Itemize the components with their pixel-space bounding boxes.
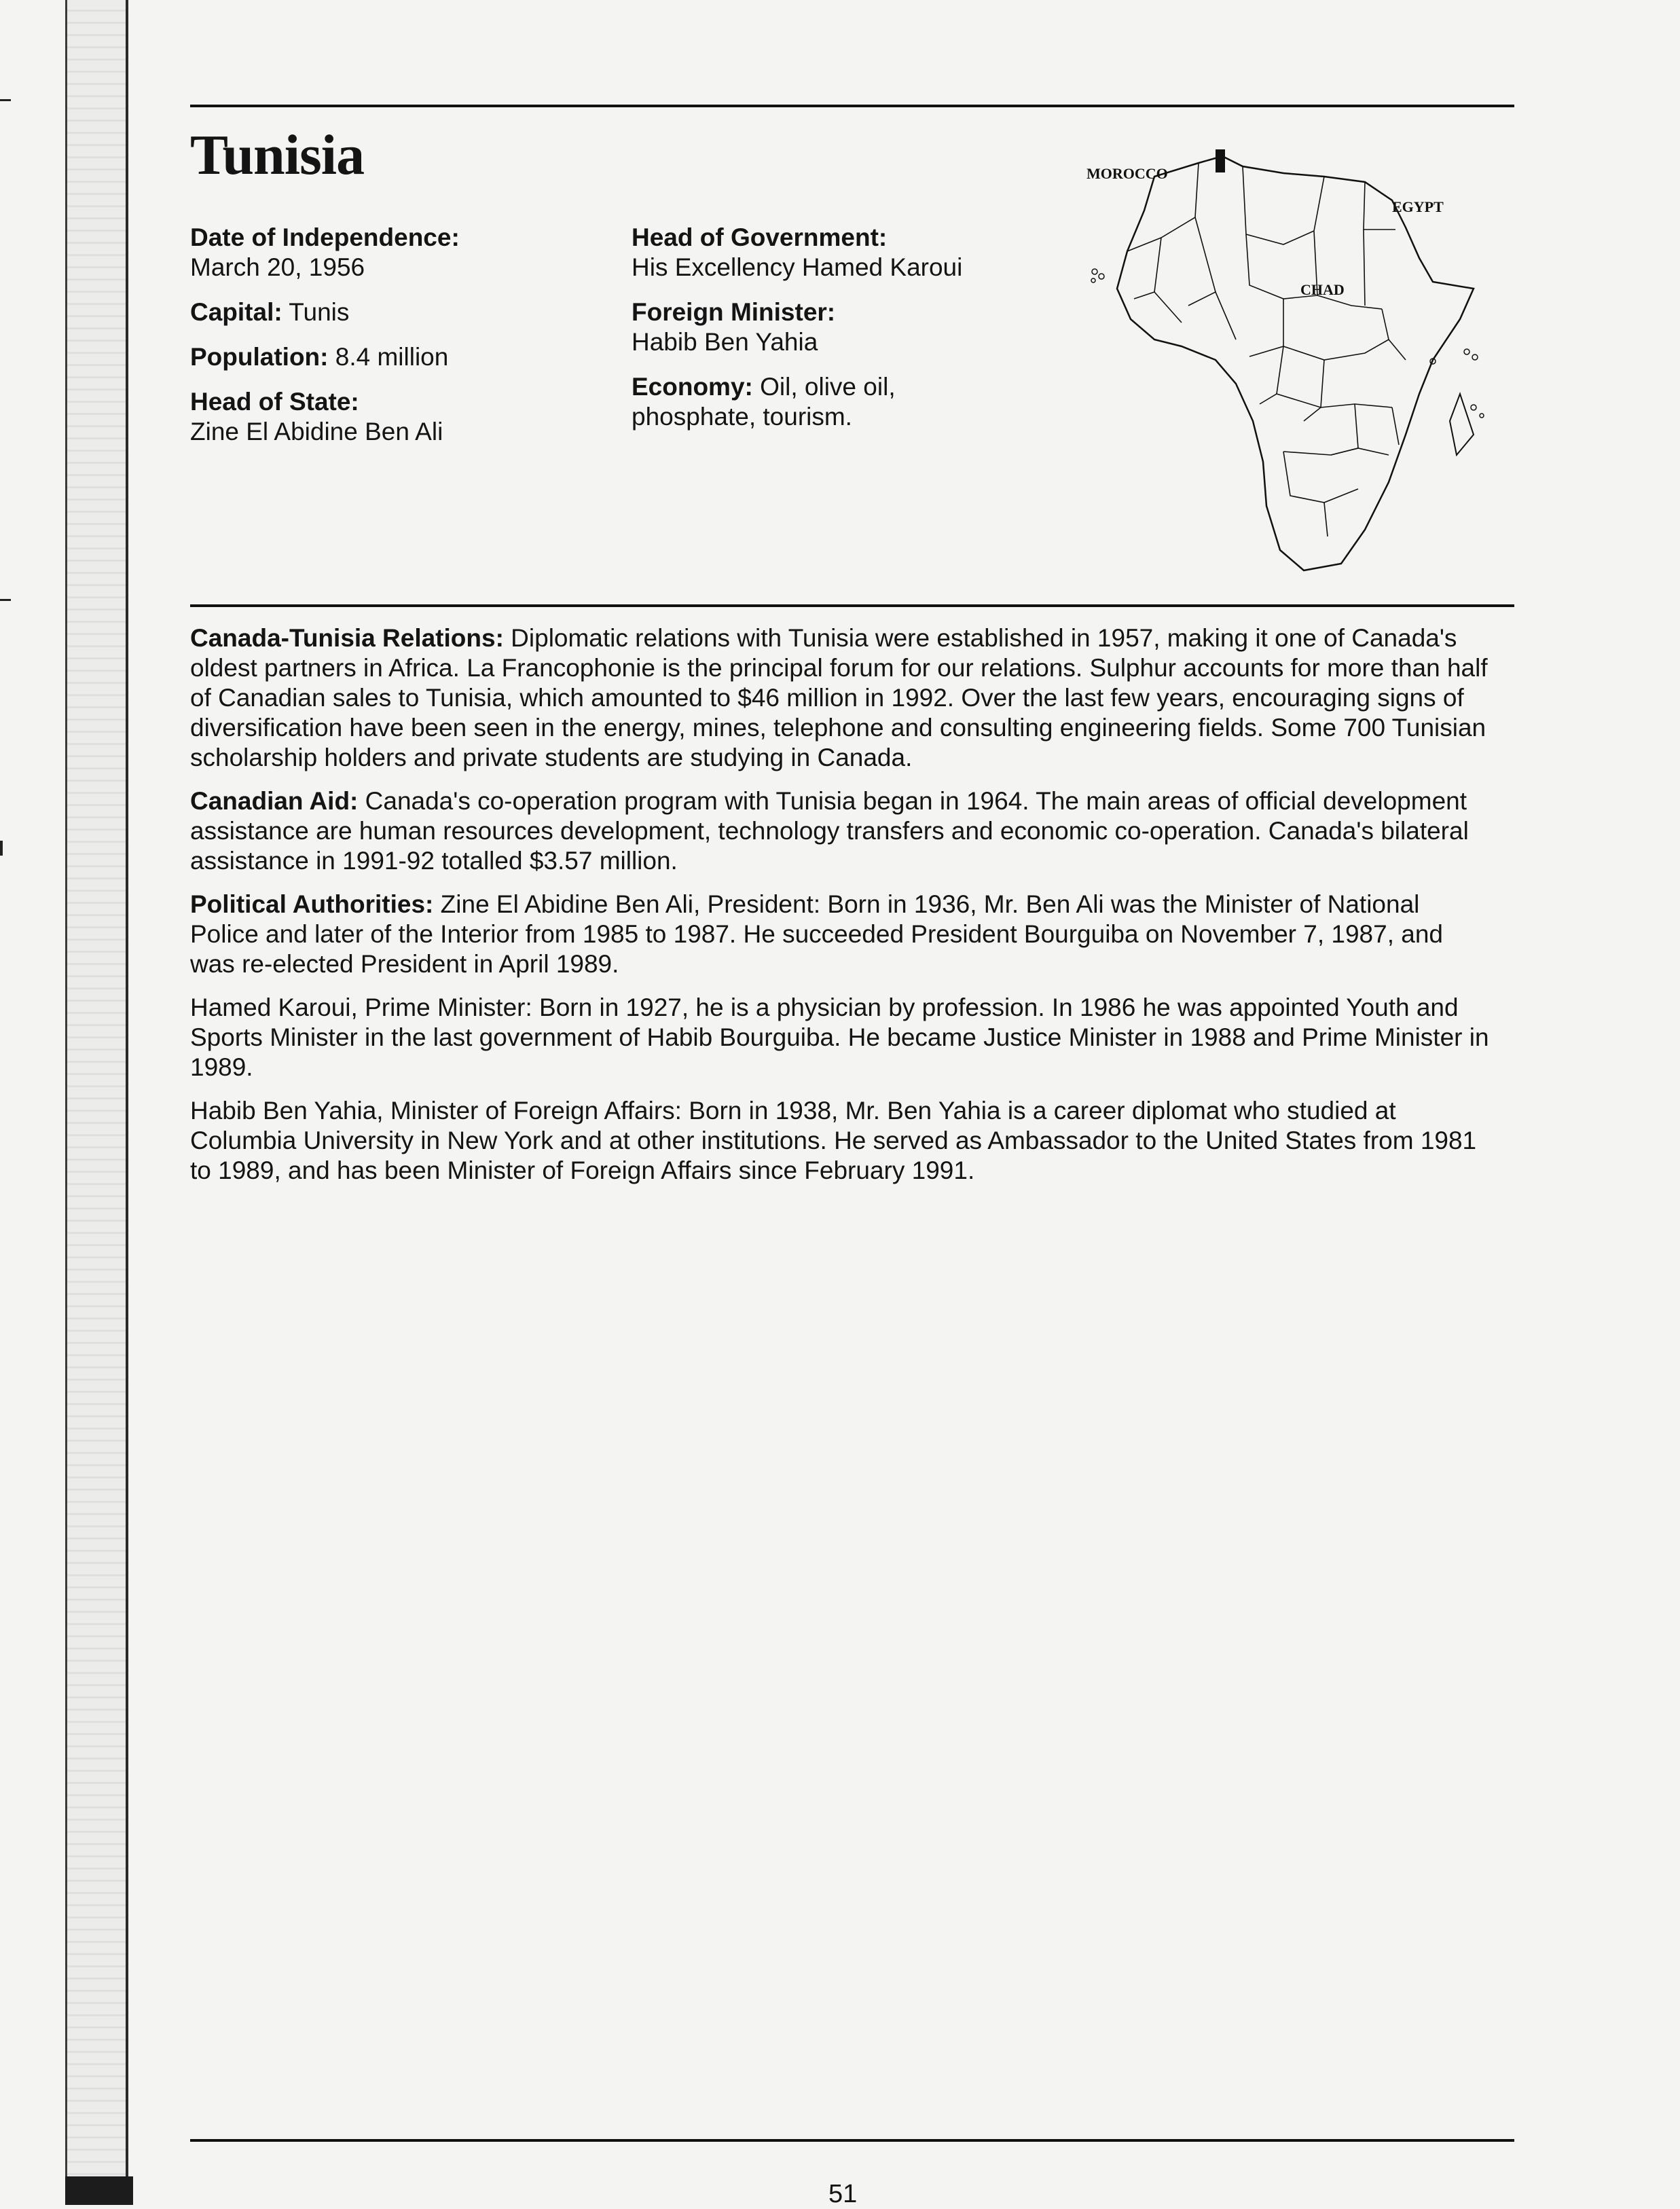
fact-label: Head of Government: [632,223,888,251]
fact-capital [190,297,460,327]
fact-label: Date of Independence: [190,223,460,251]
section-relations [190,623,1494,773]
fact-population [190,342,460,372]
fact-label: Population: [190,343,329,371]
bottom-rule [190,2139,1514,2142]
body-text [190,623,1494,1199]
section-text: Canada's co-operation program with Tunisia began in 1964. The main areas of official development assistance are human resources development, technology transfers and economic co-operation. Canada's bilateral assistance in 1991-92 totalled $3.57 million. [190,787,1469,875]
fact-value: Zine El Abidine Ben Ali [190,418,443,445]
section-heading: Canadian Aid: [190,787,359,815]
fact-value: Habib Ben Yahia [632,328,818,356]
fact-head-of-state [190,387,460,447]
fact-value: Oil, olive oil, phosphate, tourism. [632,373,896,431]
africa-outline [1117,156,1474,570]
section-foreign-minister [190,1096,1494,1186]
top-rule [190,105,1514,107]
section-text: Zine El Abidine Ben Ali, President: Born in 1936, Mr. Ben Ali was the Minister of National Police and later of the Interior from 1985 to 1987. He succeeded President Bourguiba on November 7, 1987, and was re-elected President in April 1989. [190,890,1443,978]
page-title: Tunisia [190,124,365,187]
fact-value: March 20, 1956 [190,253,365,281]
facts-left [190,223,460,462]
edge-mark [0,599,11,601]
section-rule [190,604,1514,607]
section-heading: Canada-Tunisia Relations: [190,624,504,652]
section-political-authorities [190,890,1494,979]
fact-value: Tunis [282,298,350,326]
fact-value: 8.4 million [328,343,449,371]
islands [1091,269,1484,418]
facts-right [632,223,1012,447]
section-text: Habib Ben Yahia, Minister of Foreign Affairs: Born in 1938, Mr. Ben Yahia is a career diplomat who studied at Columbia University in New York and at other institutions. He served as Ambassador to the United States from 1981 to 1989, and has been Minister of Foreign Affairs since February 1991. [190,1097,1477,1184]
map-label-egypt: EGYPT [1392,198,1444,215]
fact-foreign-minister [632,297,1012,357]
edge-mark [0,841,3,856]
map-label-chad: CHAD [1300,281,1345,298]
map-label-morocco: MOROCCO [1086,165,1168,182]
fact-economy [632,372,1012,432]
page-number: 51 [828,2180,858,2208]
edge-mark [0,99,11,101]
section-prime-minister [190,993,1494,1082]
madagascar-shape [1450,394,1474,455]
fact-label: Head of State: [190,388,359,416]
fact-head-of-government [632,223,1012,282]
section-text: Hamed Karoui, Prime Minister: Born in 1927, he is a physician by profession. In 1986 he was appointed Youth and Sports Minister in the last government of Habib Bourguiba. He became Justice Minister in 1988 and Prime Minister in 1989. [190,993,1489,1081]
fact-independence [190,223,460,282]
fact-value: His Excellency Hamed Karoui [632,253,963,281]
binding-strip [65,0,128,2205]
section-aid [190,786,1494,876]
country-borders [1127,163,1406,536]
binding-corner [65,2176,133,2205]
tunisia-highlight [1216,149,1225,172]
africa-map [1080,136,1487,584]
fact-label: Economy: [632,373,753,401]
fact-label: Foreign Minister: [632,298,836,326]
section-text: Diplomatic relations with Tunisia were established in 1957, making it one of Canada's oldest partners in Africa. La Francophonie is the principal forum for our relations. Sulphur accounts for more than half of Canadian sales to Tunisia, which amounted to $46 million in 1992. Over the last few years, encouraging signs of diversification have been seen in the energy, mines, telephone and consulting engineering fields. Some 700 Tunisian scholarship holders and private students are studying in Canada. [190,624,1488,771]
section-heading: Political Authorities: [190,890,434,918]
fact-label: Capital: [190,298,282,326]
